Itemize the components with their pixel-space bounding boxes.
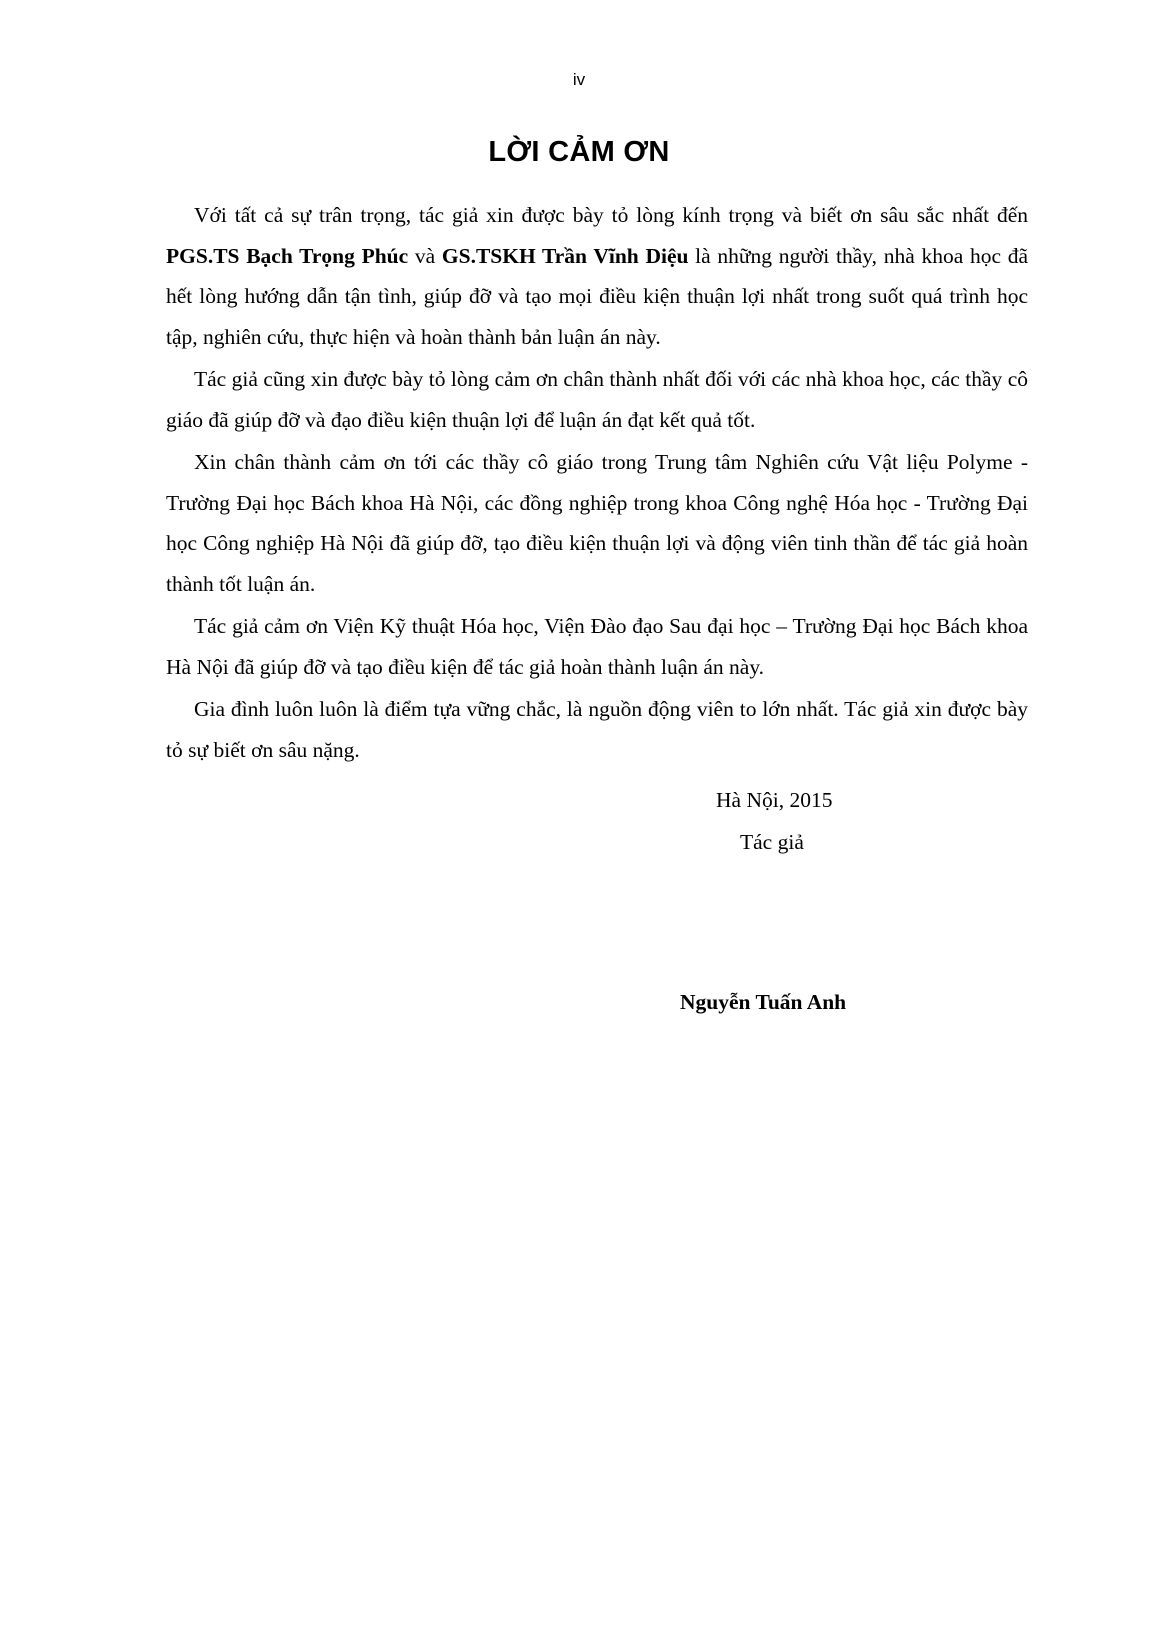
advisor-name-1: PGS.TS Bạch Trọng Phúc — [166, 243, 409, 268]
signature-author-name: Nguyễn Tuấn Anh — [680, 990, 847, 1014]
paragraph-5: Gia đình luôn luôn là điểm tựa vững chắc, là nguồn động viên to lớn nhất. Tác giả xin được bày tỏ sự biết ơn sâu nặng. — [166, 697, 1028, 762]
paragraph-2: Tác giả cũng xin được bày tỏ lòng cảm ơn chân thành nhất đối với các nhà khoa học, các thầy cô giáo đã giúp đỡ và đạo điều kiện thuận lợi để luận án đạt kết quả tốt. — [166, 367, 1028, 432]
paragraph-1 — [166, 195, 1028, 357]
paragraph-1-text-c: là những người thầy, nhà khoa học đã hết lòng hướng dẫn tận tình, giúp đỡ và tạo mọi điều kiện thuận lợi nhất trong suốt quá trình học tập, nghiên cứu, thực hiện và hoàn thành bản luận án này. — [166, 243, 1028, 349]
paragraph-1-text-b: và — [408, 243, 442, 268]
page-title: LỜI CẢM ƠN — [488, 136, 670, 168]
acknowledgement-body — [166, 195, 1028, 772]
paragraph-1-text-a: Với tất cả sự trân trọng, tác giả xin được bày tỏ lòng kính trọng và biết ơn sâu sắc nhất đến — [194, 203, 1028, 227]
paragraph-3: Xin chân thành cảm ơn tới các thầy cô giáo trong Trung tâm Nghiên cứu Vật liệu Polyme -Trường Đại học Bách khoa Hà Nội, các đồng nghiệp trong khoa Công nghệ Hóa học - Trường Đại học Công nghiệp Hà Nội đã giúp đỡ, tạo điều kiện thuận lợi và động viên tinh thần để tác giả hoàn thành tốt luận án. — [166, 450, 1028, 596]
signature-role: Tác giả — [740, 830, 804, 854]
paragraph-4: Tác giả cảm ơn Viện Kỹ thuật Hóa học, Viện Đào đạo Sau đại học – Trường Đại học Bách khoa Hà Nội đã giúp đỡ và tạo điều kiện để tác giả hoàn thành luận án này. — [166, 614, 1028, 679]
page-number: iv — [572, 70, 586, 89]
signature-place-date: Hà Nội, 2015 — [716, 788, 833, 812]
advisor-name-2: GS.TSKH Trần Vĩnh Diệu — [441, 243, 689, 268]
